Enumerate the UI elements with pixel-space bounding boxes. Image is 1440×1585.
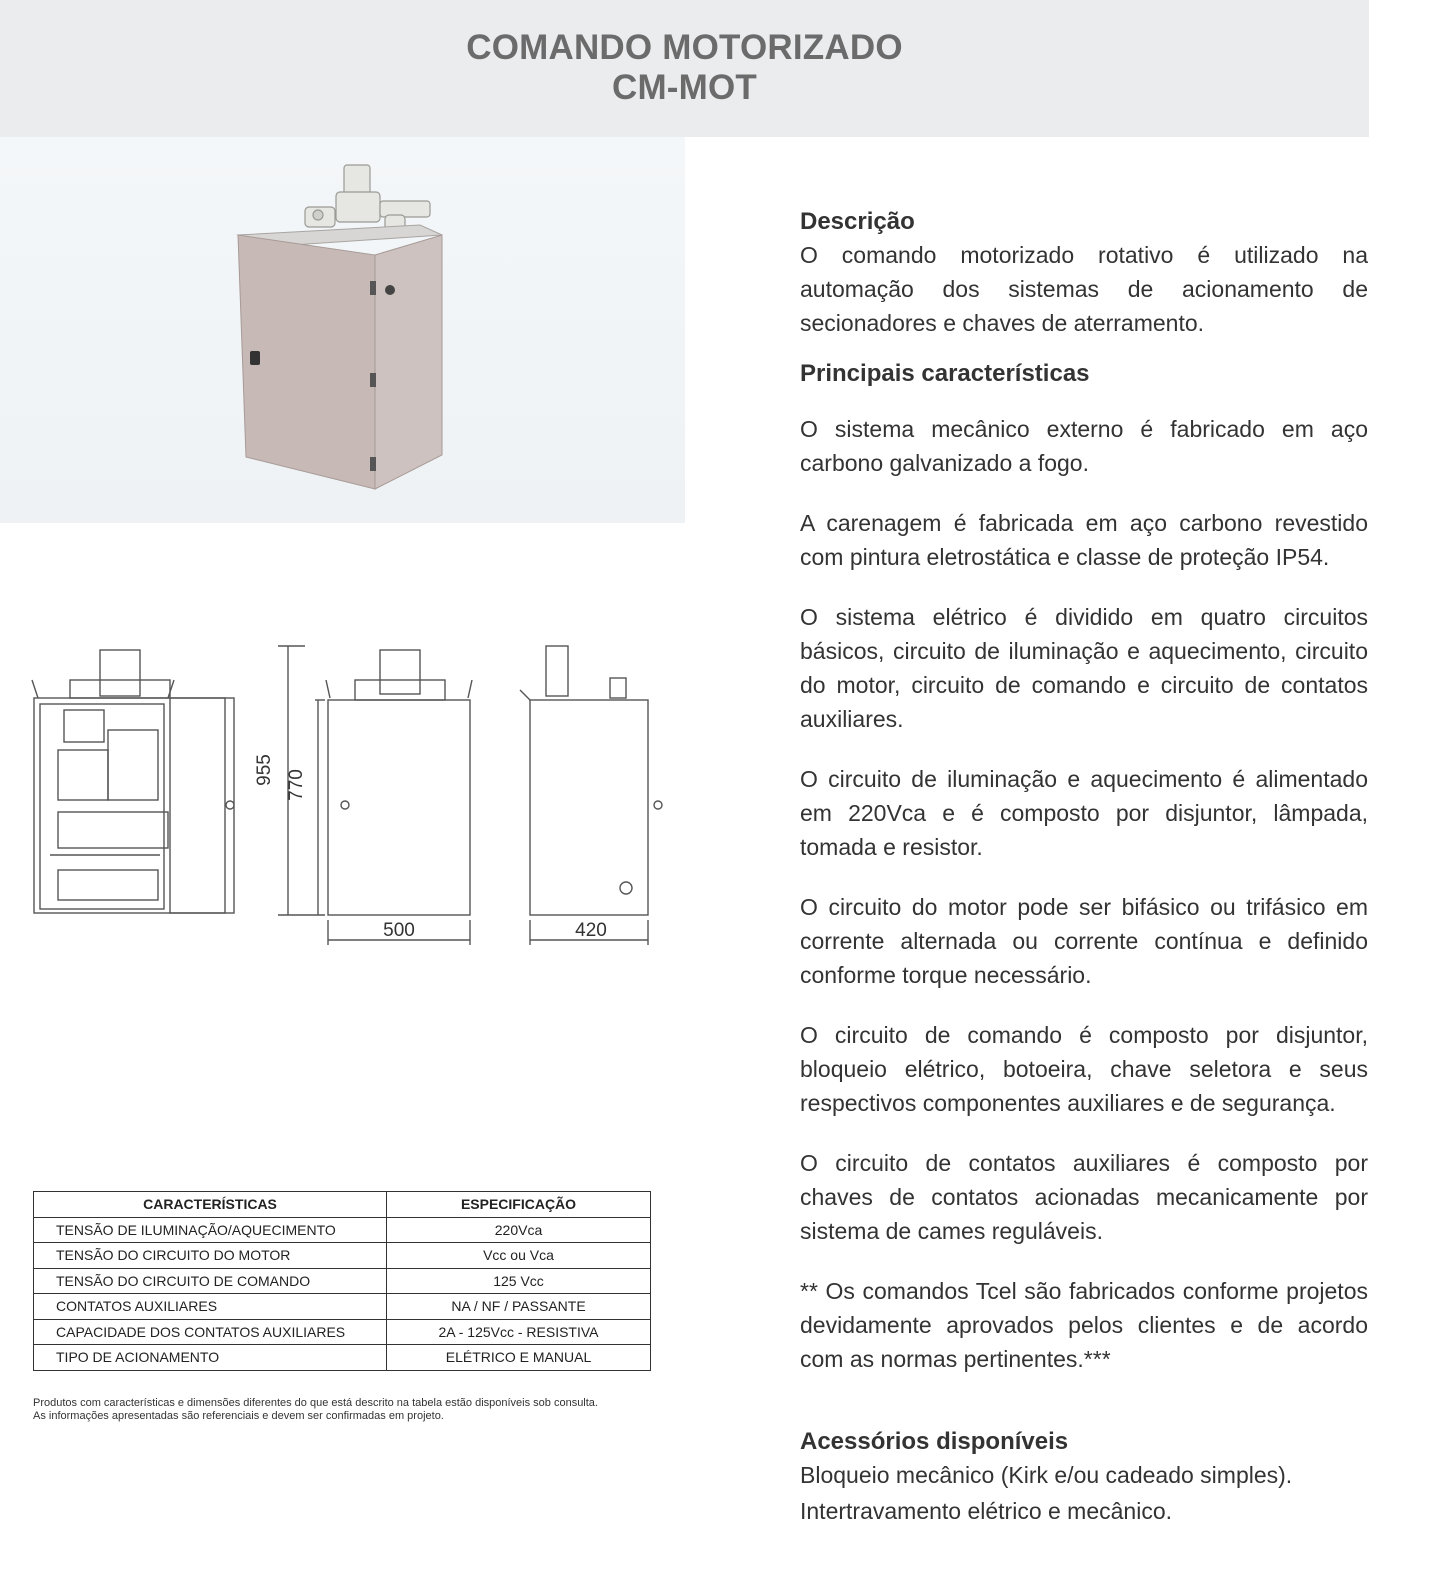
table-cell: TENSÃO DO CIRCUITO DO MOTOR <box>34 1243 387 1269</box>
table-header-cell: CARACTERÍSTICAS <box>34 1192 387 1218</box>
table-cell: 2A - 125Vcc - RESISTIVA <box>387 1319 651 1345</box>
table-cell: TIPO DE ACIONAMENTO <box>34 1345 387 1371</box>
features-heading: Principais características <box>800 360 1090 387</box>
table-cell: 125 Vcc <box>387 1268 651 1294</box>
open-cabinet-drawing <box>32 650 234 913</box>
table-cell: NA / NF / PASSANTE <box>387 1294 651 1320</box>
feature-paragraph: O circuito de iluminação e aquecimento é alimentado em 220Vca e é composto por disjuntor, lâmpada, tomada e resistor. <box>800 766 1368 860</box>
feature-paragraph: O sistema mecânico externo é fabricado em aço carbono galvanizado a fogo. <box>800 416 1368 476</box>
feature-paragraph: O circuito de contatos auxiliares é composto por chaves de contatos acionadas mecanicamente por sistema de cames reguláveis. <box>800 1150 1368 1244</box>
table-row <box>34 1268 651 1294</box>
footnote-line: As informações apresentadas são referenciais e devem ser confirmadas em projeto. <box>33 1410 444 1422</box>
table-cell: TENSÃO DE ILUMINAÇÃO/AQUECIMENTO <box>34 1217 387 1243</box>
footnote-line: Produtos com características e dimensões diferentes do que está descrito na tabela estão disponíveis sob consulta. <box>33 1397 598 1409</box>
page-title: COMANDO MOTORIZADO <box>466 28 903 67</box>
product-code: CM-MOT <box>611 68 758 107</box>
spec-table <box>33 1191 651 1371</box>
table-cell: Vcc ou Vca <box>387 1243 651 1269</box>
dim-width-side: 420 <box>575 920 607 941</box>
feature-paragraph: A carenagem é fabricada em aço carbono revestido com pintura eletrostática e classe de proteção IP54. <box>800 510 1368 570</box>
table-header-cell: ESPECIFICAÇÃO <box>387 1192 651 1218</box>
header-banner <box>0 0 1369 137</box>
content-column <box>800 206 1368 1528</box>
table-row <box>34 1294 651 1320</box>
table-cell: TENSÃO DO CIRCUITO DE COMANDO <box>34 1268 387 1294</box>
table-row <box>34 1243 651 1269</box>
accessories-heading: Acessórios disponíveis <box>800 1428 1069 1455</box>
description-text: O comando motorizado rotativo é utilizado na automação dos sistemas de acionamento de secionadores e chaves de aterramento. <box>800 242 1368 336</box>
side-view-drawing <box>520 646 662 945</box>
table-cell: 220Vca <box>387 1217 651 1243</box>
table-cell: CAPACIDADE DOS CONTATOS AUXILIARES <box>34 1319 387 1345</box>
description-heading: Descrição <box>800 208 915 235</box>
front-view-drawing <box>278 646 472 945</box>
product-photo <box>0 137 685 523</box>
table-cell: CONTATOS AUXILIARES <box>34 1294 387 1320</box>
table-row <box>34 1319 651 1345</box>
table-header-row <box>34 1192 651 1218</box>
cabinet-illustration <box>0 137 685 523</box>
feature-paragraph: ** Os comandos Tcel são fabricados conforme projetos devidamente aprovados pelos clientes e de acordo com as normas pertinentes.*** <box>800 1278 1368 1372</box>
dim-height-total: 955 <box>254 754 275 786</box>
feature-paragraph: O sistema elétrico é dividido em quatro circuitos básicos, circuito de iluminação e aquecimento, circuito do motor, circuito de comando e circuito de contatos auxiliares. <box>800 604 1368 732</box>
dim-width-front: 500 <box>383 920 415 941</box>
technical-drawings <box>20 640 680 970</box>
footnote <box>33 1397 673 1423</box>
feature-paragraph: O circuito do motor pode ser bifásico ou trifásico em corrente alternada ou corrente contínua e definido conforme torque necessário. <box>800 894 1368 988</box>
table-row <box>34 1345 651 1371</box>
table-row <box>34 1217 651 1243</box>
table-cell: ELÉTRICO E MANUAL <box>387 1345 651 1371</box>
dim-height-box: 770 <box>286 769 307 801</box>
accessory-item: Intertravamento elétrico e mecânico. <box>800 1498 1173 1524</box>
accessory-item: Bloqueio mecânico (Kirk e/ou cadeado simples). <box>800 1462 1293 1488</box>
feature-paragraph: O circuito de comando é composto por disjuntor, bloqueio elétrico, botoeira, chave seletora e seus respectivos componentes auxiliares e de segurança. <box>800 1022 1368 1116</box>
